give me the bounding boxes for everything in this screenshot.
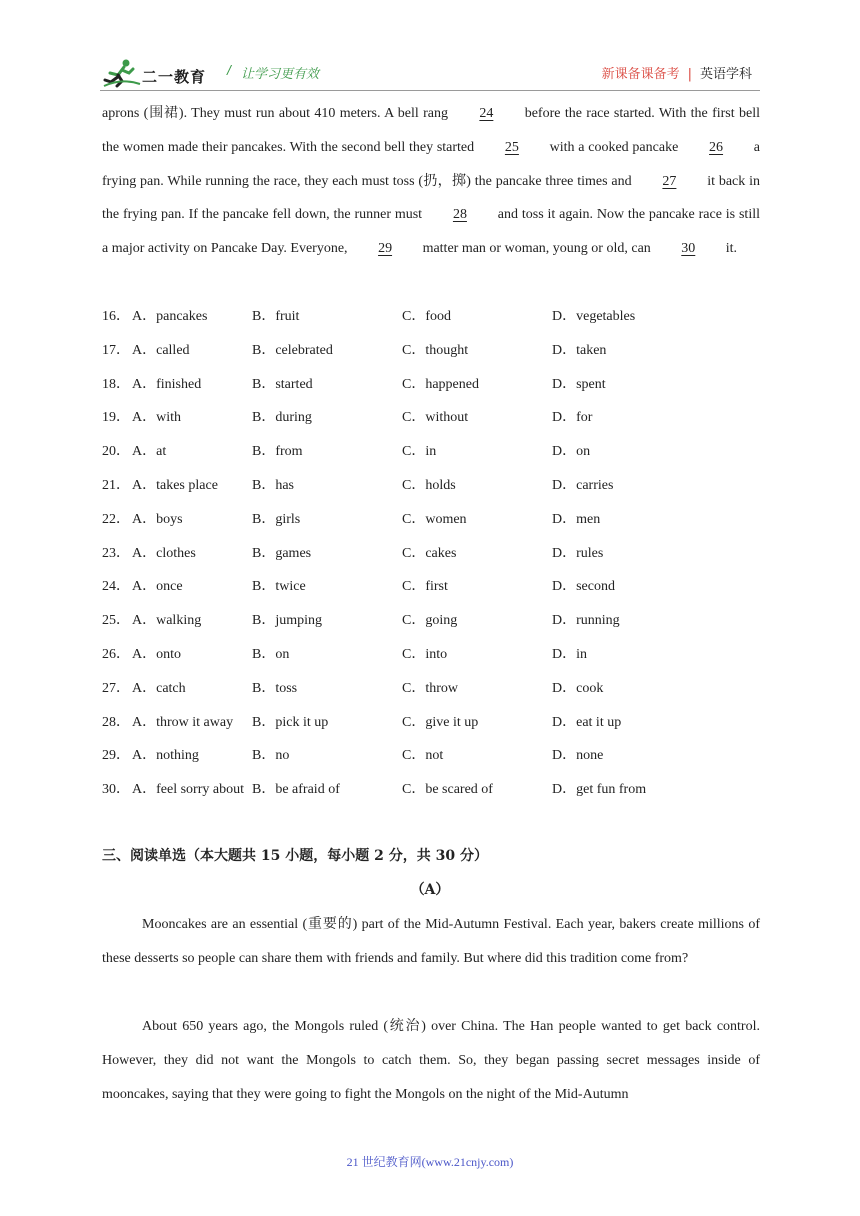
blank-25: 25 <box>504 139 519 155</box>
question-number: 26． <box>102 646 130 662</box>
option-b: B．be afraid of <box>252 782 340 798</box>
passage-text: with a cooked pancake <box>545 139 683 155</box>
question-number: 30． <box>102 782 130 798</box>
question-number: 16． <box>102 309 130 324</box>
question-number: 21． <box>102 477 130 493</box>
option-a: A．catch <box>132 680 186 696</box>
question-number: 20． <box>102 444 130 460</box>
header-right <box>602 63 752 82</box>
option-d: D．men <box>552 511 601 527</box>
option-b: B．on <box>252 646 290 662</box>
question-number: 25． <box>102 613 130 629</box>
passage-text: matter man or woman, young or old, can <box>419 241 655 257</box>
blank-29: 29 <box>378 241 393 257</box>
passage-text: a frying pan. While running the race, they each must toss (扔，掷) the pancake three times and <box>102 139 761 189</box>
question-row <box>102 739 760 773</box>
question-number: 18． <box>102 376 130 392</box>
question-row <box>102 401 760 435</box>
question-row <box>102 503 760 537</box>
passage-text: it. <box>722 241 738 257</box>
blank-28: 28 <box>452 207 467 223</box>
option-a: A．once <box>132 579 183 595</box>
option-a: A．clothes <box>132 545 196 561</box>
question-number: 27． <box>102 680 130 696</box>
option-c: C．women <box>402 511 467 527</box>
option-b: B．jumping <box>252 613 323 629</box>
option-a: A．walking <box>132 613 202 629</box>
option-c: C．in <box>402 444 437 460</box>
option-b: B．fruit <box>252 309 300 324</box>
option-d: D．in <box>552 646 587 662</box>
blank-26: 26 <box>709 139 724 155</box>
question-number: 28． <box>102 714 130 730</box>
option-d: D．eat it up <box>552 714 622 730</box>
brand-logo <box>102 58 214 88</box>
option-b: B．has <box>252 477 294 493</box>
option-d: D．cook <box>552 680 604 696</box>
option-a: A．onto <box>132 646 181 662</box>
question-number: 24． <box>102 579 130 595</box>
question-row <box>102 706 760 740</box>
option-c: C．be scared of <box>402 782 493 798</box>
blank-30: 30 <box>681 241 696 257</box>
header-slogan: 让学习更有效 <box>241 67 320 82</box>
question-row <box>102 368 760 402</box>
option-c: C．first <box>402 579 448 595</box>
blank-24: 24 <box>479 106 494 121</box>
option-b: B．started <box>252 376 313 392</box>
question-row <box>102 537 760 571</box>
passage-text: aprons (围裙). They must run about 410 meters. A bell rang <box>102 106 453 121</box>
option-a: A．feel sorry about <box>132 782 244 798</box>
section-subtitle: （A） <box>410 882 450 898</box>
option-c: C．without <box>402 410 469 426</box>
option-d: D．none <box>552 748 604 764</box>
logo-text: 二一教育 <box>142 68 207 86</box>
question-number: 22． <box>102 511 130 527</box>
question-row <box>102 300 760 334</box>
header-subject: 英语学科 <box>699 67 752 82</box>
runner-icon <box>102 58 142 88</box>
header-tagline: 新课备课备考 <box>601 67 680 82</box>
option-c: C．holds <box>402 477 456 493</box>
passage-text: before the race started. With the first bell the women made their pancakes. With the second bell they started <box>102 106 760 155</box>
option-c: C．throw <box>402 680 458 696</box>
question-row <box>102 672 760 706</box>
option-a: A．nothing <box>132 748 199 764</box>
option-b: B．during <box>252 410 312 426</box>
question-row <box>102 570 760 604</box>
option-b: B．twice <box>252 579 306 595</box>
option-d: D．running <box>552 613 620 629</box>
option-c: C．going <box>402 613 458 629</box>
question-row <box>102 604 760 638</box>
option-b: B．no <box>252 748 290 764</box>
reading-paragraph-2: About 650 years ago, the Mongols ruled (统治) over China. The Han people wanted to get back control. However, they did not want the Mongols to catch them. So, they began passing secret messages inside of mooncakes, saying that they were going to fight the Mongols on the night of the Mid-Autumn <box>102 1019 760 1102</box>
option-b: B．from <box>252 444 303 460</box>
option-a: A．with <box>132 410 181 426</box>
option-b: B．pick it up <box>252 714 329 730</box>
option-a: A．throw it away <box>132 714 234 730</box>
question-list <box>102 300 760 807</box>
question-number: 17． <box>102 342 130 358</box>
option-c: C．cakes <box>402 545 457 561</box>
reading-paragraph-1: Mooncakes are an essential (重要的) part of the Mid-Autumn Festival. Each year, bakers create millions of these desserts so people can share them with friends and family. But where did this tradition come from? <box>102 917 760 966</box>
option-c: C．happened <box>402 376 479 392</box>
option-b: B．girls <box>252 511 301 527</box>
option-c: C．give it up <box>402 714 479 730</box>
option-a: A．boys <box>132 511 183 527</box>
question-row <box>102 773 760 807</box>
option-d: D．on <box>552 444 591 460</box>
option-c: C．into <box>402 646 448 662</box>
option-d: D．rules <box>552 545 604 561</box>
passage-text: and toss it again. Now the pancake race is still a major activity on Pancake Day. Everyone, <box>102 207 760 257</box>
option-b: B．toss <box>252 680 298 696</box>
header-separator: | <box>687 67 692 82</box>
option-c: C．food <box>402 309 451 324</box>
section-title: 三、阅读单选（本大题共 15 小题，每小题 2 分，共 30 分） <box>102 848 488 864</box>
option-a: A．takes place <box>132 477 218 493</box>
option-a: A．pancakes <box>132 309 208 324</box>
option-d: D．for <box>552 410 593 426</box>
question-number: 19． <box>102 410 130 426</box>
option-d: D．taken <box>552 342 607 358</box>
option-d: D．carries <box>552 477 614 493</box>
option-d: D．vegetables <box>552 309 636 324</box>
option-c: C．thought <box>402 342 469 358</box>
option-d: D．second <box>552 579 615 595</box>
option-a: A．called <box>132 342 190 358</box>
option-d: D．get fun from <box>552 782 647 798</box>
question-number: 29． <box>102 748 130 764</box>
header-divider <box>100 90 760 91</box>
option-b: B．celebrated <box>252 342 333 358</box>
page-footer: 21 世纪教育网(www.21cnjy.com) <box>346 1155 514 1169</box>
option-d: D．spent <box>552 376 606 392</box>
question-row <box>102 638 760 672</box>
page-header <box>100 52 760 90</box>
blank-27: 27 <box>662 173 677 189</box>
cloze-passage <box>102 97 760 266</box>
option-a: A．finished <box>132 376 202 392</box>
option-a: A．at <box>132 444 167 460</box>
option-b: B．games <box>252 545 312 561</box>
question-number: 23． <box>102 545 130 561</box>
option-c: C．not <box>402 748 444 764</box>
passage-text: it back in the frying pan. If the pancake fell down, the runner must <box>102 173 760 223</box>
header-slash: / <box>227 62 231 78</box>
question-row <box>102 334 760 368</box>
question-row <box>102 469 760 503</box>
question-row <box>102 435 760 469</box>
